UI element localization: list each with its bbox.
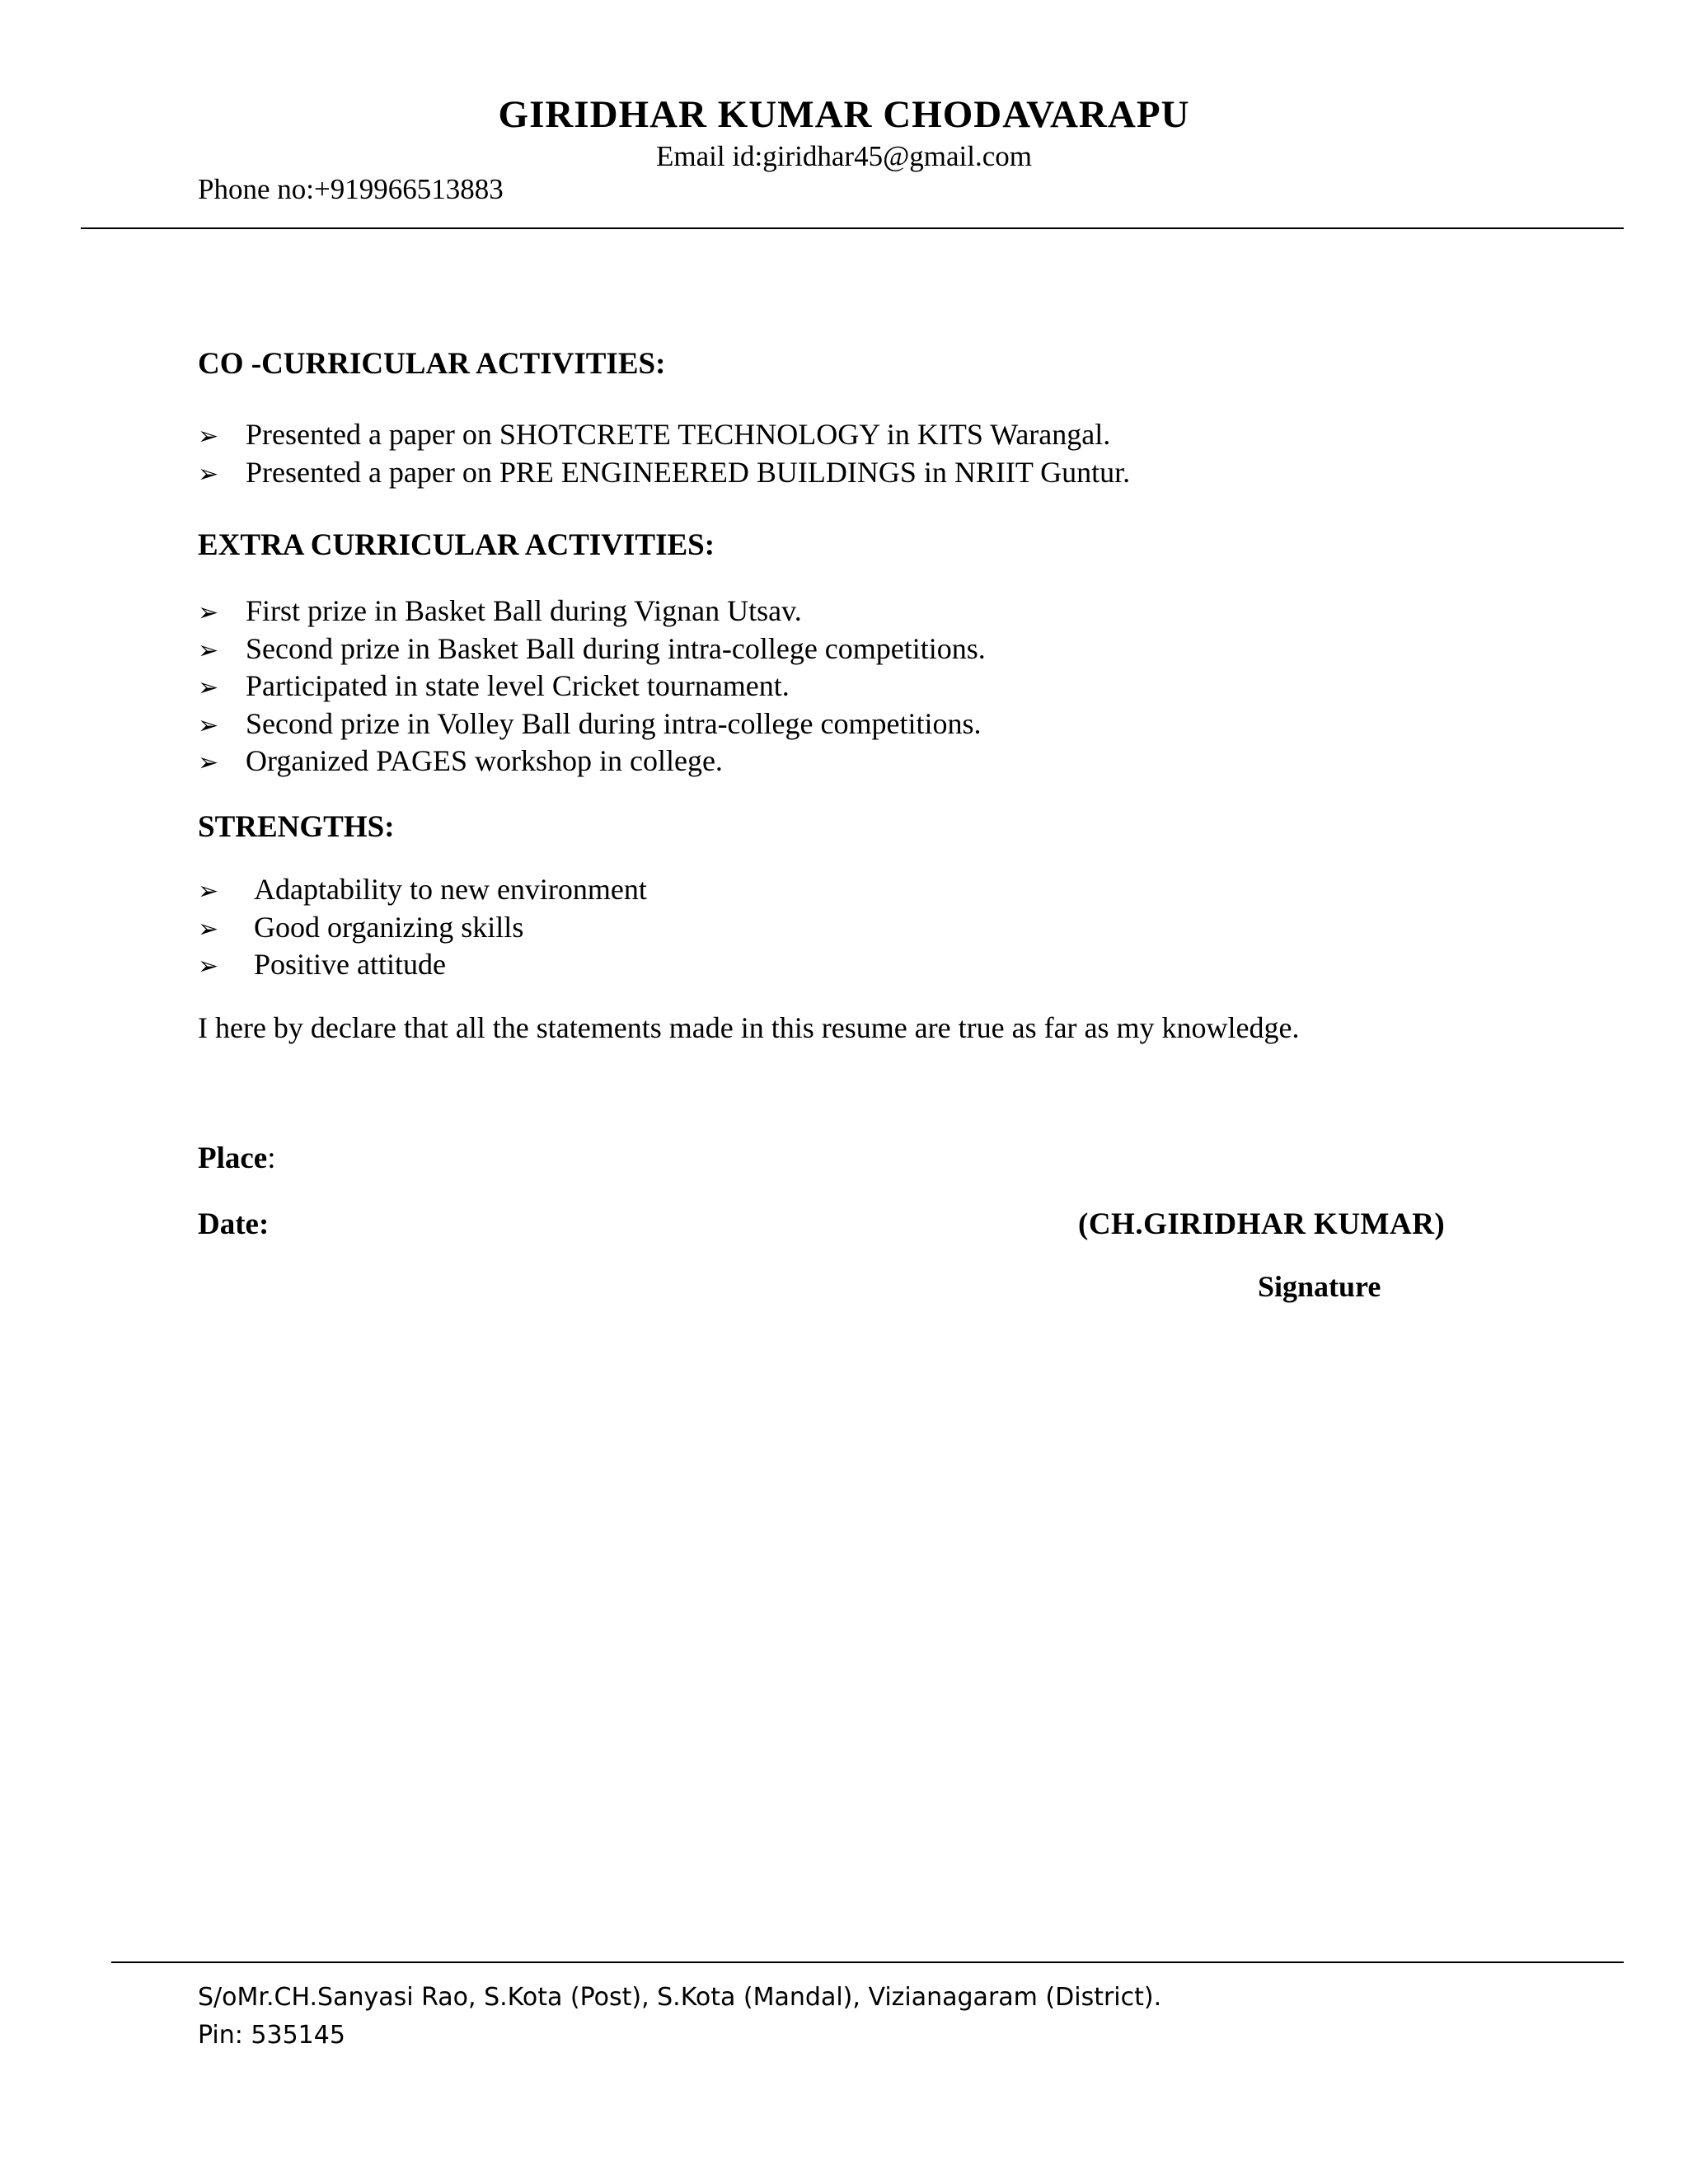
list-item-text: Organized PAGES workshop in college. [246, 744, 723, 777]
arrow-bullet-icon: ➢ [198, 878, 219, 905]
arrow-bullet-icon: ➢ [198, 953, 219, 980]
extra-curricular-list [198, 593, 986, 781]
place-field [198, 1141, 276, 1176]
list-item-text: Adaptability to new environment [254, 873, 647, 906]
signatory-name: (CH.GIRIDHAR KUMAR) [1078, 1207, 1446, 1241]
list-item-text: Second prize in Volley Ball during intra-college competitions. [246, 706, 982, 740]
arrow-bullet-icon: ➢ [198, 674, 219, 701]
list-item [198, 910, 647, 948]
strengths-list [198, 872, 647, 985]
footer-address: S/oMr.CH.Sanyasi Rao, S.Kota (Post), S.Kota (Mandal), Vizianagaram (District). [198, 1983, 1162, 2012]
strengths-heading: STRENGTHS: [198, 810, 395, 844]
place-colon: : [267, 1141, 276, 1175]
list-item [198, 631, 986, 669]
list-item [198, 668, 986, 706]
arrow-bullet-icon: ➢ [198, 599, 219, 626]
date-label: Date: [198, 1207, 270, 1241]
footer-divider [111, 1961, 1624, 1963]
arrow-bullet-icon: ➢ [198, 460, 219, 488]
phone-line: Phone no:+919966513883 [198, 173, 504, 205]
list-item-text: Presented a paper on SHOTCRETE TECHNOLOGY in KITS Warangal. [246, 418, 1111, 451]
list-item-text: Second prize in Basket Ball during intra-college competitions. [246, 631, 986, 665]
list-item [198, 417, 1130, 455]
list-item-text: First prize in Basket Ball during Vignan Utsav. [246, 594, 802, 627]
signature-label: Signature [1258, 1270, 1381, 1303]
arrow-bullet-icon: ➢ [198, 749, 219, 776]
list-item [198, 455, 1130, 493]
list-item-text: Positive attitude [254, 948, 446, 981]
arrow-bullet-icon: ➢ [198, 711, 219, 739]
list-item [198, 593, 986, 631]
list-item-text: Presented a paper on PRE ENGINEERED BUILDINGS in NRIIT Guntur. [246, 455, 1131, 489]
list-item [198, 706, 986, 744]
list-item [198, 872, 647, 910]
co-curricular-list [198, 417, 1130, 492]
co-curricular-heading: CO -CURRICULAR ACTIVITIES: [198, 347, 666, 381]
footer-pin: Pin: 535145 [198, 2021, 345, 2050]
email-line: Email id:giridhar45@gmail.com [655, 140, 1033, 172]
extra-curricular-heading: EXTRA CURRICULAR ACTIVITIES: [198, 528, 715, 562]
candidate-name: GIRIDHAR KUMAR CHODAVARAPU [498, 93, 1190, 136]
list-item-text: Participated in state level Cricket tournament. [246, 669, 790, 702]
arrow-bullet-icon: ➢ [198, 423, 219, 450]
place-label: Place [198, 1141, 268, 1175]
list-item-text: Good organizing skills [254, 910, 524, 944]
arrow-bullet-icon: ➢ [198, 915, 219, 943]
declaration-text: I here by declare that all the statements made in this resume are true as far as my knowledge. [198, 1011, 1300, 1044]
list-item [198, 947, 647, 985]
list-item [198, 743, 986, 781]
arrow-bullet-icon: ➢ [198, 636, 219, 664]
header-divider [81, 227, 1624, 229]
